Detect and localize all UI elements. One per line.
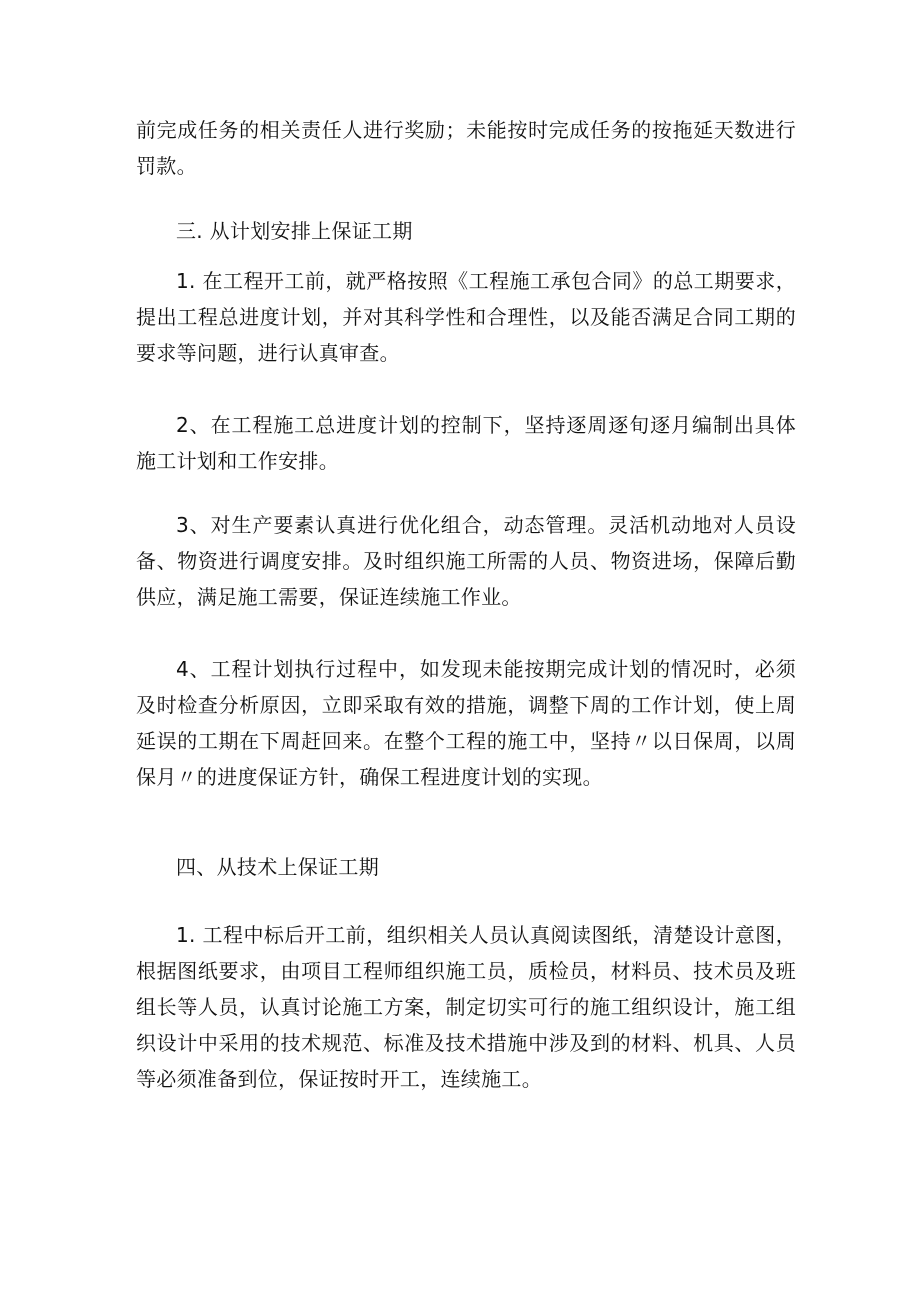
paragraph-reward-penalty: 前完成任务的相关责任人进行奖励；未能按时完成任务的按拖延天数进行罚款。 — [136, 118, 796, 178]
paragraph-plan-item-1: 1. 在工程开工前，就严格按照《工程施工承包合同》的总工期要求，提出工程总进度计划，并对其科学性和合理性，以及能否满足合同工期的要求等问题，进行认真审查。 — [136, 269, 796, 365]
heading-schedule-plan: 三. 从计划安排上保证工期 — [176, 219, 413, 243]
paragraph-technical-item-1: 1. 工程中标后开工前，组织相关人员认真阅读图纸，清楚设计意图，根据图纸要求，由项目工程师组织施工员，质检员，材料员、技术员及班组长等人员，认真讨论施工方案，制定切实可行的施工组织设计，施工组织设计中采用的技术规范、标准及技术措施中涉及到的材料、机具、人员等必须准备到位，保证按时开工，连续施工。 — [136, 923, 796, 1091]
paragraph-plan-item-2: 2、在工程施工总进度计划的控制下，坚持逐周逐旬逐月编制出具体施工计划和工作安排。 — [136, 413, 796, 473]
paragraph-plan-item-3: 3、对生产要素认真进行优化组合，动态管理。灵活机动地对人员设备、物资进行调度安排。及时组织施工所需的人员、物资进场，保障后勤供应，满足施工需要，保证连续施工作业。 — [136, 513, 796, 609]
heading-technical-guarantee: 四、从技术上保证工期 — [176, 855, 379, 879]
paragraph-plan-item-4: 4、工程计划执行过程中，如发现未能按期完成计划的情况时，必须及时检查分析原因，立即采取有效的措施，调整下周的工作计划，使上周延误的工期在下周赶回来。在整个工程的施工中，坚持〃以日保周，以周保月〃的进度保证方针，确保工程进度计划的实现。 — [136, 657, 796, 789]
